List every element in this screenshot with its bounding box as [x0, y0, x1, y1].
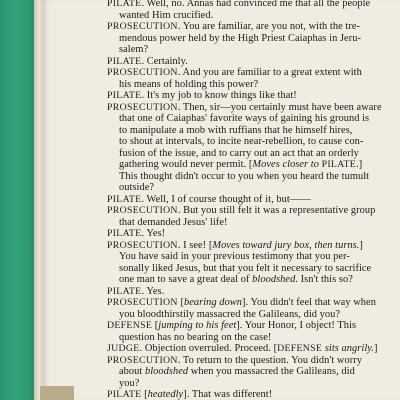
- text-line: outside?: [119, 182, 155, 193]
- text-line: fusion of the issue, and to carry out an act that an orderly: [119, 147, 359, 159]
- page-stack-edge: [34, 0, 43, 400]
- text-line: to shout at intervals, to incite near-rebellion, to cause con-: [119, 136, 364, 147]
- text-line: PROSECUTION. To return to the question. You didn't worry: [107, 354, 362, 366]
- text-line: PILATE. Certainly.: [107, 55, 188, 67]
- text-line: you?: [119, 377, 140, 389]
- text-line: that demanded Jesus' life!: [119, 216, 228, 228]
- text-line: about bloodshed when you massacred the Galileans, did: [119, 366, 355, 377]
- text-line: that one of Caiaphas' favorite ways of gaining his ground is: [119, 113, 370, 124]
- text-line: You have said in your previous testimony that you per-: [119, 251, 350, 262]
- text-line: PILATE. Well, I of course thought of it, but——: [107, 193, 311, 205]
- text-line: one man to save a great deal of bloodshed. Isn't this so?: [119, 274, 353, 285]
- text-line: you bloodthirstily massacred the Galileans, did you?: [119, 308, 341, 320]
- script-text: [43, 0, 400, 400]
- text-line: PILATE [heatedly]. That was different!: [107, 389, 273, 400]
- text-line: PILATE. It's my job to know things like that!: [107, 90, 297, 101]
- text-line: sonally liked Jesus, but that you felt it necessary to sacrifice: [119, 262, 372, 274]
- book-page: [43, 0, 400, 400]
- text-line: PROSECUTION. I see! [Moves toward jury box, then turns.]: [107, 239, 363, 251]
- text-line: PROSECUTION. But you still felt it was a representative group: [107, 205, 376, 216]
- text-line: PROSECUTION. And you are familiar to a great extent with: [107, 67, 362, 78]
- text-line: JUDGE. Objection overruled. Proceed. [DEFENSE sits angrily.]: [107, 343, 378, 354]
- text-line: PROSECUTION. You are familiar, are you not, with the tre-: [107, 21, 361, 32]
- text-line: wanted Him crucified.: [119, 9, 214, 21]
- text-line: PILATE. Well, no. Annas had convinced me that all the people: [107, 0, 371, 9]
- text-line: PILATE. Yes.: [107, 285, 165, 297]
- text-line: salem?: [119, 44, 149, 55]
- text-line: DEFENSE [jumping to his feet]. Your Honor, I object! This: [107, 320, 357, 331]
- text-line: gathering would never permit. [Moves closer to PILATE.]: [119, 159, 363, 170]
- text-line: PROSECUTION [bearing down]. You didn't feel that way when: [107, 297, 376, 308]
- text-line: PROSECUTION. Then, sir—you certainly must have been aware: [107, 101, 382, 113]
- text-line: his means of holding this power?: [119, 78, 259, 90]
- text-line: PILATE. Yes!: [107, 228, 166, 239]
- text-line: to manipulate a mob with ruffians that he himself hires,: [119, 124, 353, 136]
- text-line: This thought didn't occur to you when you heard the tumult: [119, 170, 370, 182]
- text-line: question has no bearing on the case!: [119, 331, 272, 343]
- bottom-tab: [40, 386, 74, 400]
- text-line: mendous power held by the High Priest Caiaphas in Jeru-: [119, 32, 361, 44]
